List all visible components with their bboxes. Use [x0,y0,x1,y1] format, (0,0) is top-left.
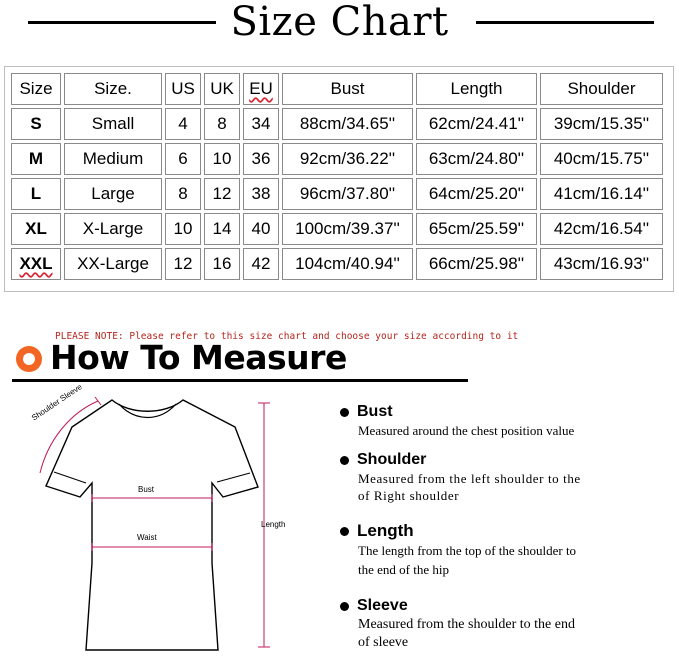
table-cell: 92cm/36.22'' [282,143,413,175]
table-cell: 10 [165,213,201,245]
table-cell: 6 [165,143,201,175]
header-cell: Size. [64,73,162,105]
table-cell: 64cm/25.20'' [416,178,537,210]
header-cell: Shoulder [540,73,663,105]
table-cell: 39cm/15.35'' [540,108,663,140]
table-cell: 63cm/24.80'' [416,143,537,175]
bullet-icon [340,602,349,611]
table-cell: 40 [243,213,279,245]
table-cell: L [11,178,61,210]
table-cell: 12 [165,248,201,280]
measure-heading [340,596,670,616]
measure-desc: Measured from the shoulder to the end [358,617,575,632]
size-table [8,70,666,283]
table-cell: X-Large [64,213,162,245]
measure-shoulder [340,450,670,504]
section-rule [12,379,468,382]
table-cell: 8 [165,178,201,210]
header-cell: US [165,73,201,105]
measure-name: Bust [357,403,393,420]
measure-heading [340,402,670,422]
table-cell: 41cm/16.14'' [540,178,663,210]
bullet-icon [340,408,349,417]
table-cell: 65cm/25.59'' [416,213,537,245]
measure-desc: The length from the top of the shoulder to [358,543,577,558]
page-title: Size Chart [230,0,449,45]
measure-desc: Measured from the left shoulder to the [358,471,581,486]
measure-heading [340,450,670,470]
table-cell: Medium [64,143,162,175]
table-cell: 100cm/39.37'' [282,213,413,245]
header-cell: UK [204,73,240,105]
measure-length [340,521,670,579]
table-row [11,213,663,245]
measure-desc: of Right shoulder [358,488,460,503]
shoulder-sleeve-label: Shoulder Sleeve [30,382,84,423]
header-cell-text: EU [249,79,273,98]
table-cell: 16 [204,248,240,280]
table-cell: M [11,143,61,175]
table-cell: 34 [243,108,279,140]
size-note: PLEASE NOTE: Please refer to this size chart and choose your size according to it [55,331,519,342]
header-cell [243,73,279,105]
table-cell: 104cm/40.94'' [282,248,413,280]
table-row [11,248,663,280]
measure-sleeve [340,596,670,652]
table-cell [11,248,61,280]
table-cell: 14 [204,213,240,245]
table-cell: 36 [243,143,279,175]
bullet-icon [340,456,349,465]
table-header-row [11,73,663,105]
length-label: Length [261,520,286,529]
title-rule-right [476,21,654,24]
measure-desc: Measured around the chest position value [358,423,575,438]
measure-bust [340,402,670,439]
table-cell: 4 [165,108,201,140]
size-table-frame [4,66,674,292]
table-cell: S [11,108,61,140]
table-cell: 66cm/25.98'' [416,248,537,280]
table-cell: Small [64,108,162,140]
header-cell: Length [416,73,537,105]
table-cell: 43cm/16.93'' [540,248,663,280]
measure-heading [340,521,670,541]
table-cell-text: XXL [19,254,53,273]
table-cell: XL [11,213,61,245]
bullet-icon [340,527,349,536]
header-cell: Size [11,73,61,105]
table-row [11,108,663,140]
measure-name: Length [357,521,414,540]
bust-label: Bust [138,485,155,494]
table-cell: XX-Large [64,248,162,280]
table-cell: 88cm/34.65'' [282,108,413,140]
waist-label: Waist [137,533,157,542]
measure-desc: the end of the hip [358,562,449,577]
table-cell: 10 [204,143,240,175]
table-cell: 12 [204,178,240,210]
measure-name: Sleeve [357,597,408,614]
measure-desc: of sleeve [358,635,409,650]
table-cell: 38 [243,178,279,210]
table-cell: 62cm/24.41'' [416,108,537,140]
table-cell: 40cm/15.75'' [540,143,663,175]
title-row [0,0,679,48]
table-cell: 42cm/16.54'' [540,213,663,245]
table-cell: 8 [204,108,240,140]
tshirt-diagram [0,382,330,658]
table-cell: 42 [243,248,279,280]
orange-circle-icon [16,346,42,372]
table-row [11,143,663,175]
section-title: How To Measure [50,338,347,377]
table-cell: Large [64,178,162,210]
table-cell: 96cm/37.80'' [282,178,413,210]
table-row [11,178,663,210]
header-cell: Bust [282,73,413,105]
measure-name: Shoulder [357,451,427,468]
